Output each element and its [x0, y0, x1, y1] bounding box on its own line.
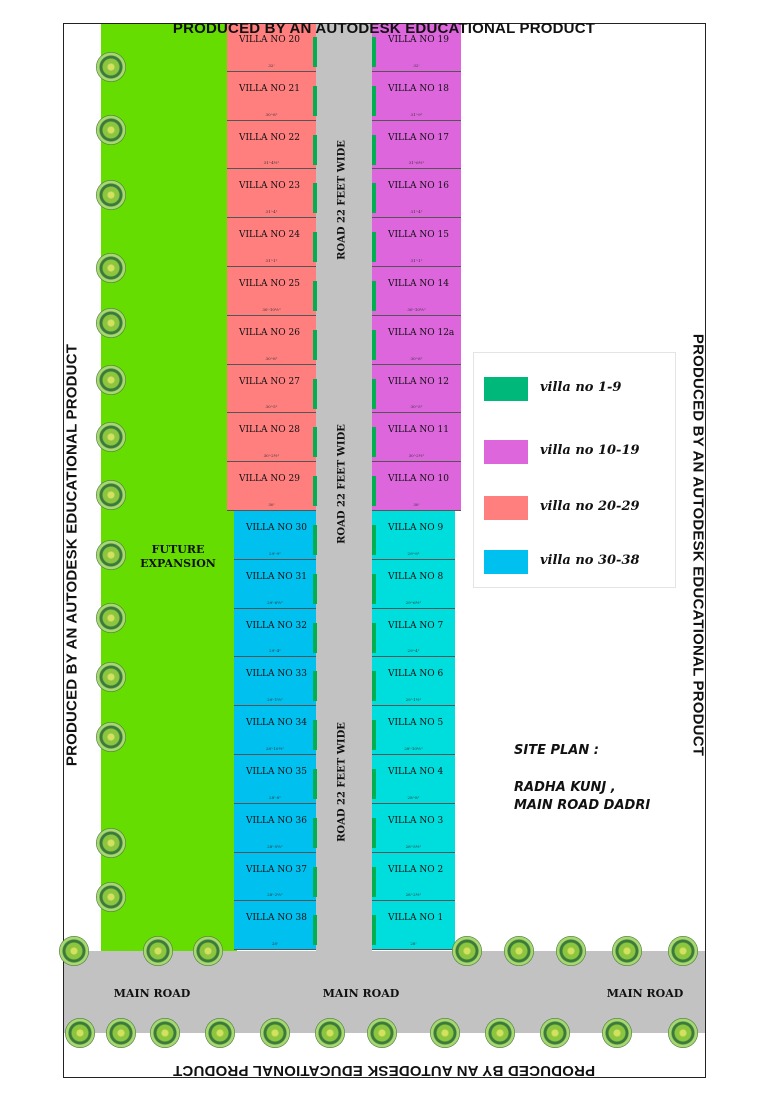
villa-label: VILLA NO 9 [388, 523, 444, 533]
villa-dimension: 30'-10½" [407, 306, 426, 312]
villa-dimension: 32' [413, 62, 420, 68]
villa-dimension: 29'-1½" [267, 697, 283, 703]
tree-icon [106, 1018, 136, 1048]
villa-label: VILLA NO 30 [246, 523, 307, 533]
tree-icon [96, 722, 126, 752]
legend-label: villa no 10-19 [540, 443, 640, 458]
villa-dimension: 29'-9" [269, 550, 281, 556]
villa-label: VILLA NO 6 [388, 669, 444, 680]
villa-label: VILLA NO 22 [239, 132, 300, 143]
tree-icon [193, 936, 223, 966]
tree-icon [96, 308, 126, 338]
villa-label: VILLA NO 5 [388, 718, 444, 729]
main-road-label-right: MAIN ROAD [606, 987, 684, 1000]
tree-icon [367, 1018, 397, 1048]
tree-icon [65, 1018, 95, 1048]
villa-dimension: 30'-2½" [263, 453, 280, 459]
villa-dimension: 31'-1" [410, 257, 423, 263]
villa-label: VILLA NO 27 [239, 376, 300, 387]
tree-icon [96, 828, 126, 858]
villa-label: VILLA NO 17 [388, 132, 449, 143]
road-label-1: ROAD 22 FEET WIDE [336, 140, 348, 260]
villa-dimension: 30'-8" [410, 355, 423, 361]
tree-icon [143, 936, 173, 966]
villa-label: VILLA NO 37 [246, 864, 307, 875]
villa-dimension: 28'-8" [407, 794, 420, 800]
villa-label: VILLA NO 28 [239, 425, 300, 436]
villa-dimension: 28'-10½" [404, 745, 423, 751]
tree-icon [205, 1018, 235, 1048]
watermark-right: PRODUCED BY AN AUTODESK EDUCATIONAL PRODUCT [689, 333, 707, 757]
tree-icon [602, 1018, 632, 1048]
watermark-bottom: PRODUCED BY AN AUTODESK EDUCATIONAL PRODUCT [172, 1062, 596, 1079]
villa-dimension: 31'-6½" [408, 160, 425, 166]
legend-swatch [484, 550, 528, 574]
future-expansion-line2: EXPANSION [140, 557, 216, 570]
villa-dimension: 30'-5" [410, 404, 423, 410]
villa-label: VILLA NO 24 [239, 230, 300, 241]
tree-icon [96, 253, 126, 283]
villa-dimension: 29'-6½" [405, 599, 422, 605]
villa-label: VILLA NO 26 [239, 327, 300, 338]
villa-dimension: 29'-9" [407, 550, 420, 556]
villa-dimension: 30' [413, 501, 420, 507]
villa-label: VILLA NO 25 [239, 279, 300, 289]
site-plan-heading: SITE PLAN : [514, 743, 599, 758]
tree-icon [612, 936, 642, 966]
villa-dimension: 31'-4" [265, 209, 278, 215]
villa-dimension: 31'-4" [410, 209, 423, 215]
watermark-left: PRODUCED BY AN AUTODESK EDUCATIONAL PRODUCT [63, 343, 81, 767]
tree-icon [668, 1018, 698, 1048]
future-expansion-label [123, 543, 233, 571]
villa-label: VILLA NO 34 [246, 718, 307, 729]
villa-dimension: 30' [268, 501, 275, 507]
villa-label: VILLA NO 11 [388, 425, 449, 436]
tree-icon [96, 540, 126, 570]
site-plan-line2: MAIN ROAD DADRI [514, 798, 651, 813]
tree-icon [96, 115, 126, 145]
villa-label: VILLA NO 12 [388, 376, 449, 387]
tree-icon [96, 422, 126, 452]
tree-icon [96, 480, 126, 510]
tree-icon [96, 52, 126, 82]
legend-label: villa no 20-29 [540, 499, 640, 514]
villa-label: VILLA NO 20 [239, 35, 300, 45]
villa-label: VILLA NO 23 [239, 181, 300, 192]
main-road-label-center: MAIN ROAD [322, 987, 400, 1000]
villa-dimension: 31'-1" [265, 257, 278, 263]
villa-label: VILLA NO 16 [388, 181, 449, 192]
tree-icon [96, 662, 126, 692]
villa-label: VILLA NO 10 [388, 474, 449, 485]
main-road-label-left: MAIN ROAD [113, 987, 191, 1000]
villa-dimension: 30'-8" [265, 111, 278, 117]
villa-dimension: 29'-1½" [405, 697, 422, 703]
tree-icon [452, 936, 482, 966]
road-label-3: ROAD 22 FEET WIDE [336, 722, 348, 842]
villa-label: VILLA NO 8 [388, 571, 444, 582]
tree-icon [668, 936, 698, 966]
future-expansion-line1: FUTURE [151, 543, 205, 556]
villa-label: VILLA NO 19 [388, 35, 449, 45]
tree-icon [485, 1018, 515, 1048]
villa-label: VILLA NO 7 [388, 620, 444, 631]
villa-dimension: 29'-6½" [267, 599, 283, 605]
legend-label: villa no 30-38 [540, 553, 640, 568]
tree-icon [150, 1018, 180, 1048]
tree-icon [260, 1018, 290, 1048]
tree-icon [504, 936, 534, 966]
villa-dimension: 31'-9" [410, 111, 423, 117]
villa-dimension: 28' [410, 941, 417, 947]
tree-icon [315, 1018, 345, 1048]
tree-icon [96, 603, 126, 633]
villa-dimension: 28'-8" [269, 794, 281, 800]
tree-icon [59, 936, 89, 966]
villa-dimension: 28' [271, 941, 279, 947]
villa-dimension: 28'-5½" [267, 843, 283, 849]
villa-label: VILLA NO 35 [246, 767, 307, 777]
villa-label: VILLA NO 29 [239, 474, 300, 485]
villa-label: VILLA NO 1 [388, 913, 444, 924]
villa-label: VILLA NO 31 [246, 571, 307, 582]
tree-icon [430, 1018, 460, 1048]
road-label-2: ROAD 22 FEET WIDE [336, 424, 348, 544]
villa-dimension: 31'-4½" [263, 160, 280, 166]
villa-label: VILLA NO 21 [239, 83, 300, 94]
villa-label: VILLA NO 18 [388, 83, 449, 94]
villa-label: VILLA NO 4 [388, 767, 444, 777]
villa-dimension: 28'-5½" [405, 843, 422, 849]
villa-dimension: 29'-4" [269, 648, 281, 654]
villa-label: VILLA NO 14 [388, 279, 449, 289]
villa-dimension: 28'-2½" [267, 892, 283, 898]
villa-label: VILLA NO 12a [388, 327, 455, 338]
villa-label: VILLA NO 32 [246, 620, 307, 631]
villa-label: VILLA NO 15 [388, 230, 449, 241]
villa-dimension: 30'-8" [265, 355, 278, 361]
site-plan-line1: RADHA KUNJ , [514, 780, 616, 795]
tree-icon [96, 365, 126, 395]
tree-icon [540, 1018, 570, 1048]
villa-label: VILLA NO 38 [246, 913, 307, 924]
legend [473, 352, 676, 588]
villa-dimension: 29'-4" [407, 648, 420, 654]
villa-dimension: 30'-10½" [262, 306, 281, 312]
villa-dimension: 32' [268, 62, 275, 68]
legend-swatch [484, 440, 528, 464]
legend-swatch [484, 377, 528, 401]
watermark-top: PRODUCED BY AN AUTODESK EDUCATIONAL PRODUCT [172, 20, 596, 37]
villa-label: VILLA NO 36 [246, 815, 307, 826]
villa-dimension: 30'-2½" [408, 453, 425, 459]
villa-dimension: 28'-2½" [405, 892, 422, 898]
legend-label: villa no 1-9 [540, 380, 622, 395]
tree-icon [96, 882, 126, 912]
villa-dimension: 30'-5" [265, 404, 278, 410]
villa-label: VILLA NO 2 [388, 864, 444, 875]
tree-icon [96, 180, 126, 210]
legend-swatch [484, 496, 528, 520]
villa-dimension: 28'-10½" [265, 745, 285, 751]
tree-icon [556, 936, 586, 966]
villa-label: VILLA NO 33 [246, 669, 307, 680]
villa-label: VILLA NO 3 [388, 815, 444, 826]
